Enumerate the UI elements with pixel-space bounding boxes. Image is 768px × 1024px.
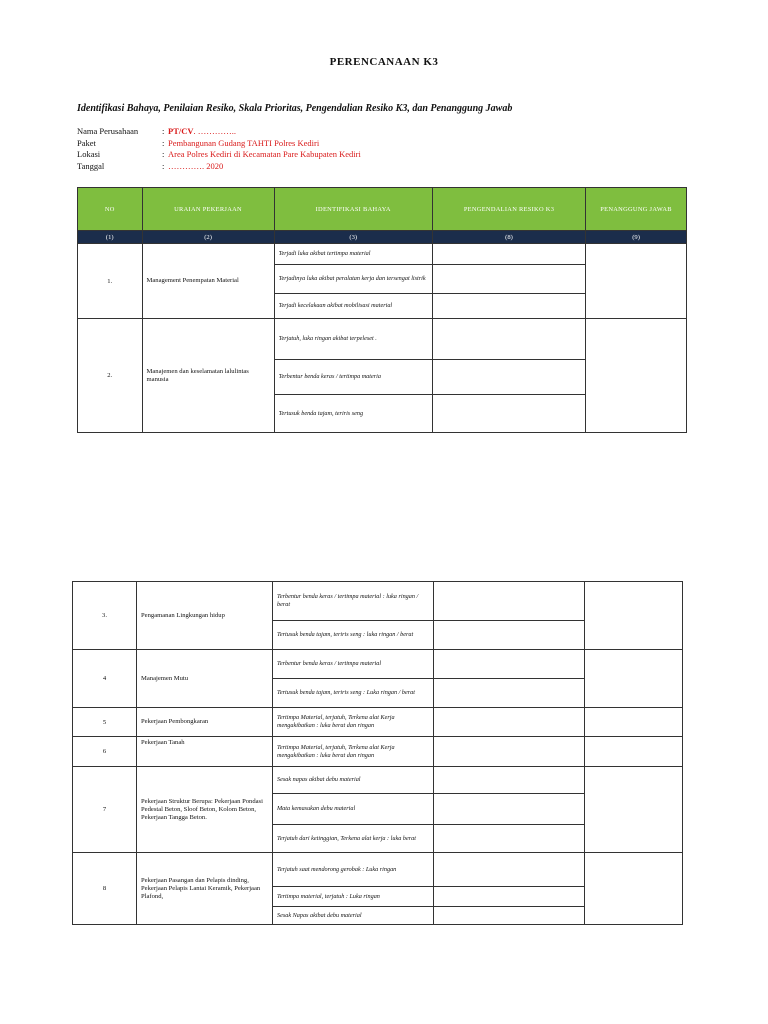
control-cell [434, 650, 585, 679]
control-cell [434, 887, 585, 907]
hazard-cell: Mata kemasukan debu material [273, 794, 434, 825]
table-row [73, 853, 683, 887]
column-number-row [78, 231, 687, 244]
info-label: Tanggal [77, 160, 105, 171]
document-title: PERENCANAAN K3 [329, 56, 439, 68]
table-row [73, 767, 683, 794]
k3-table-page2 [72, 581, 683, 925]
hazard-cell: Terjatuh saat mendorong gerobak : Luka ringan [273, 853, 434, 887]
responsible-cell [585, 767, 683, 853]
row-number: 3. [73, 582, 137, 650]
header-control: PENGENDALIAN RESIKO K3 [432, 188, 585, 231]
hazard-cell: Tertimpa material, terjatuh : Luka ringan [273, 887, 434, 907]
k3-table-page1 [77, 187, 687, 433]
control-cell [432, 265, 585, 294]
header-responsible: PENANGGUNG JAWAB [586, 188, 687, 231]
column-number: (9) [586, 231, 687, 244]
info-colon: : [162, 126, 165, 136]
info-colon: : [162, 149, 165, 159]
hazard-cell: Tertusuk benda tajam, teriris seng [274, 395, 432, 433]
hazard-cell: Tertusuk benda tajam, teriris seng : luka ringan / berat [273, 621, 434, 650]
table-row [73, 582, 683, 621]
control-cell [432, 319, 585, 360]
info-colon: : [162, 137, 165, 148]
control-cell [432, 294, 585, 319]
control-cell [434, 737, 585, 767]
info-value-package: Pembangunan Gudang TAHTI Polres Kediri [168, 137, 320, 148]
column-number: (8) [432, 231, 585, 244]
control-cell [434, 621, 585, 650]
info-row-location [77, 149, 361, 161]
table-row [78, 244, 687, 265]
control-cell [432, 360, 585, 395]
hazard-cell: Terjadi luka akibat tertimpa material [274, 244, 432, 265]
control-cell [434, 582, 585, 621]
hazard-cell: Sesak Napas akibat debu material [273, 907, 434, 925]
hazard-cell: Terbentur benda keras / tertimpa material : luka ringan / berat [273, 582, 434, 621]
work-description: Manajemen Mutu [137, 650, 273, 708]
document-subtitle: Identifikasi Bahaya, Penilaian Resiko, Skala Prioritas, Pengendalian Resiko K3, dan Penanggung Jawab [77, 103, 513, 114]
control-cell [434, 794, 585, 825]
hazard-cell: Tertimpa Material, terjatuh, Terkena alat Kerja mengakibatkan : luka berat dan ringan [273, 708, 434, 737]
control-cell [434, 708, 585, 737]
work-description: Management Penempatan Material [142, 244, 274, 319]
info-row-company [77, 126, 361, 138]
responsible-cell [586, 319, 687, 433]
row-number: 1. [78, 244, 143, 319]
responsible-cell [585, 650, 683, 708]
info-value-company: PT/CV. ………….. [168, 126, 236, 136]
column-number: (3) [274, 231, 432, 244]
control-cell [434, 853, 585, 887]
company-info [77, 126, 361, 172]
work-description: Pekerjaan Pasangan dan Pelapis dinding, Pekerjaan Pelapis Lantai Keramik, Pekerjaan Plafond, [137, 853, 273, 925]
hazard-cell: Terjadi kecelakaan akibat mobilisasi material [274, 294, 432, 319]
info-label: Nama Perusahaan [77, 126, 139, 136]
responsible-cell [585, 737, 683, 767]
column-number: (2) [142, 231, 274, 244]
control-cell [434, 767, 585, 794]
info-value-location: Area Polres Kediri di Kecamatan Pare Kabupaten Kediri [168, 149, 361, 159]
info-label: Paket [77, 137, 96, 148]
responsible-cell [585, 708, 683, 737]
header-no: NO [78, 188, 143, 231]
work-description: Pekerjaan Struktur Berupa: Pekerjaan Pondasi Pedestal Beton, Sloof Beton, Kolom Beton, Pekerjaan Tangga Beton. [137, 767, 273, 853]
hazard-cell: Terjadinya luka akibat peralatan kerja dan tersengat listrik [274, 265, 432, 294]
hazard-cell: Tertusuk benda tajam, teriris seng : Luka ringan / berat [273, 679, 434, 708]
control-cell [434, 825, 585, 853]
table-row [78, 319, 687, 360]
table-row [73, 737, 683, 767]
control-cell [434, 907, 585, 925]
hazard-cell: Terjatuh dari ketinggian, Terkena alat kerja : luka berat [273, 825, 434, 853]
responsible-cell [586, 244, 687, 319]
table-row [73, 708, 683, 737]
info-value-date: …………. 2020 [168, 160, 224, 171]
info-label: Lokasi [77, 149, 101, 159]
hazard-cell: Terjatuh, luka ringan akibat terpeleset . [274, 319, 432, 360]
row-number: 7 [73, 767, 137, 853]
header-task: URAIAN PEKERJAAN [142, 188, 274, 231]
row-number: 8 [73, 853, 137, 925]
row-number: 5 [73, 708, 137, 737]
work-description: Pekerjaan Tanah [137, 737, 273, 767]
hazard-cell: Terbentur benda keras / tertimpa materia [274, 360, 432, 395]
responsible-cell [585, 582, 683, 650]
work-description: Pekerjaan Pembongkaran [137, 708, 273, 737]
info-colon: : [162, 160, 165, 171]
responsible-cell [585, 853, 683, 925]
column-number: (1) [78, 231, 143, 244]
work-description: Manajemen dan keselamatan lalulintas manusia [142, 319, 274, 433]
header-hazard: IDENTIFIKASI BAHAYA [274, 188, 432, 231]
hazard-cell: Tertimpa Material, terjatuh, Terkena alat Kerja mengakibatkan : luka berat dan ringan [273, 737, 434, 767]
table-row [73, 650, 683, 679]
row-number: 4 [73, 650, 137, 708]
control-cell [432, 244, 585, 265]
info-row-date [77, 161, 361, 173]
control-cell [434, 679, 585, 708]
row-number: 2. [78, 319, 143, 433]
row-number: 6 [73, 737, 137, 767]
hazard-cell: Sesak napas akibat debu material [273, 767, 434, 794]
info-row-package [77, 138, 361, 150]
work-description: Pengamanan Lingkungan hidup [137, 582, 273, 650]
hazard-cell: Terbentur benda keras / tertimpa material [273, 650, 434, 679]
table-header-row [78, 188, 687, 231]
control-cell [432, 395, 585, 433]
